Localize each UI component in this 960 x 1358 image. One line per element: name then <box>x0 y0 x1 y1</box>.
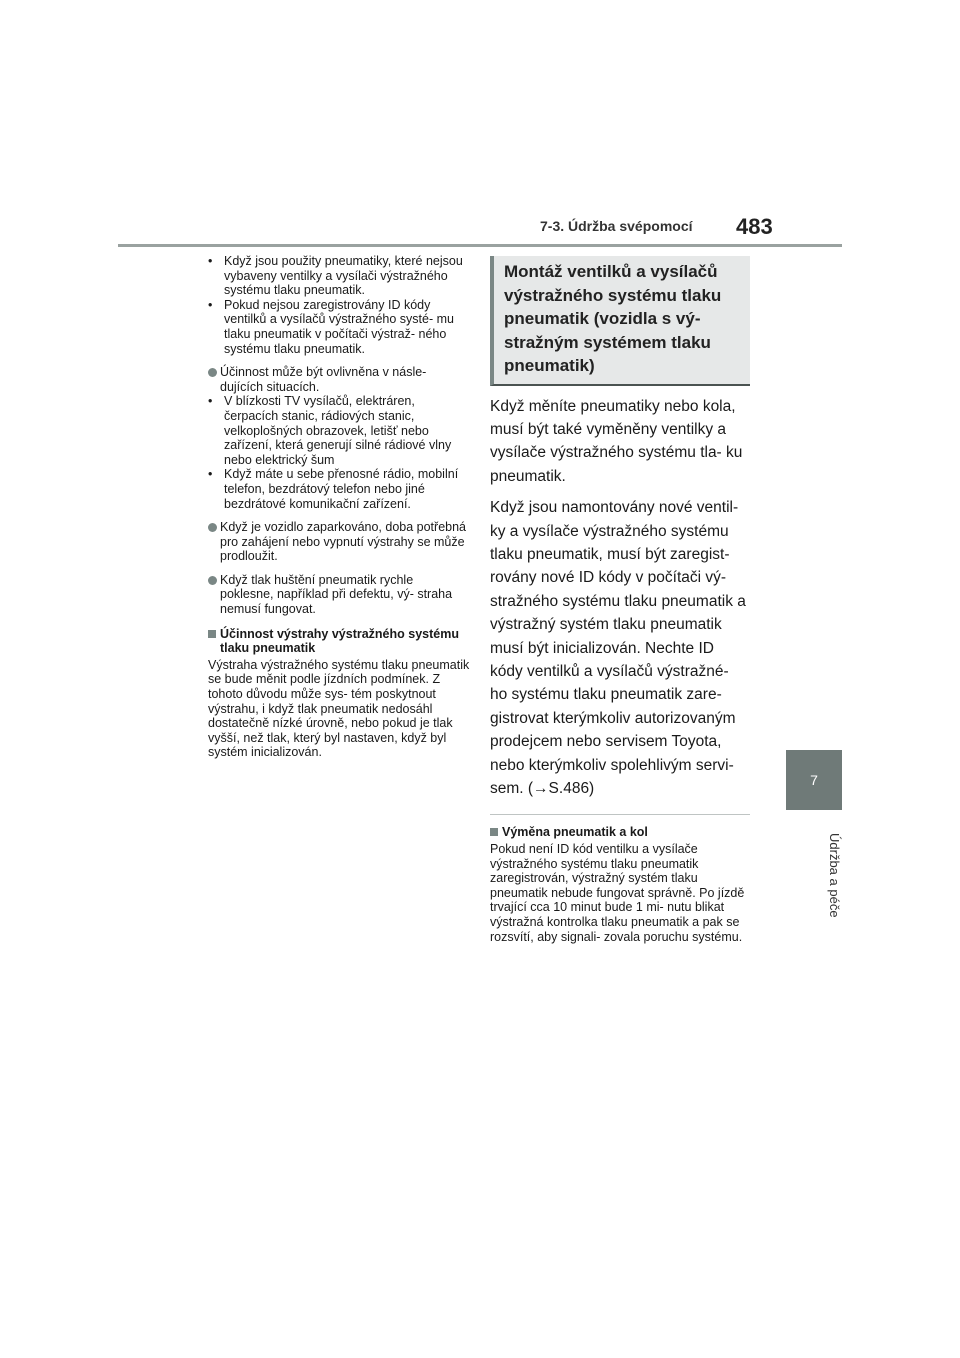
right-column <box>490 256 750 944</box>
chapter-label: Údržba a péče <box>827 832 842 918</box>
header-rule <box>118 244 842 247</box>
dot-item-text: Když je vozidlo zaparkováno, doba potřebná pro zahájení nebo vypnutí výstrahy se může prodloužit. <box>220 520 466 564</box>
header-section: 7-3. Údržba svépomocí <box>540 218 693 234</box>
chapter-tab: 7 <box>786 750 842 810</box>
circle-bullet-icon <box>208 576 217 585</box>
left-column <box>208 254 470 760</box>
divider <box>490 814 750 815</box>
circle-bullet-icon <box>208 523 217 532</box>
list-item-text: Pokud nejsou zaregistrovány ID kódy ventilků a vysílačů výstražného systé- mu tlaku pneumatik v počítači výstraž- ného systému tlaku pneumatik. <box>224 297 454 356</box>
square-bullet-icon <box>208 630 216 638</box>
section-heading-text: Účinnost výstrahy výstražného systému tlaku pneumatik <box>220 626 459 656</box>
bullet-icon: • <box>208 254 213 268</box>
body-paragraph: Když jsou namontovány nové ventil- ky a vysílače výstražného systému tlaku pneumatik, musí být zaregist- rovány nové ID kódy v počítači vý- stražného systému tlaku pneumatik a výstražný systém tlaku pneumatik musí být inicializován. Nechte ID kódy ventilků a vysílačů výstražné- ho systému tlaku pneumatik zare- gistrovat kterýmkoliv autorizovaným prodejcem nebo servisem Toyota, nebo kterýmkoliv spolehlivým servi- sem. (→S.486) <box>490 499 746 797</box>
section-title-box: Montáž ventilků a vysílačů výstražného systému tlaku pneumatik (vozidla s vý- stražným systémem tlaku pneumatik) <box>490 256 750 386</box>
body-paragraph: Když měníte pneumatiky nebo kola, musí být také vyměněny ventilky a vysílače výstražného systému tla- ku pneumatik. <box>490 397 743 485</box>
dot-item-text: Účinnost může být ovlivněna v násle- dujících situacích. <box>220 365 427 394</box>
square-bullet-icon <box>490 828 498 836</box>
bullet-icon: • <box>208 297 213 312</box>
subsection <box>490 825 750 944</box>
list-item <box>208 394 470 467</box>
list-item <box>208 467 470 511</box>
section-paragraph: Výstraha výstražného systému tlaku pneumatik se bude měnit podle jízdních podmínek. Z tohoto důvodu může sys- tém poskytnout výstrahu, i když tlak pneumatik nedosáhl dostatečně nízké úrovně, nebo pokud je tlak vyšší, než tlak, který byl nastaven, když byl systém inicializován. <box>208 657 470 760</box>
subsection-heading-text: Výměna pneumatik a kol <box>502 825 648 840</box>
dot-item <box>208 365 470 394</box>
dot-item <box>208 573 470 617</box>
subsection-heading <box>490 825 750 840</box>
list-item-text: Když jsou použity pneumatiky, které nejsou vybaveny ventilky a vysílači výstražného systému tlaku pneumatik. <box>224 254 463 298</box>
list-item <box>208 254 470 298</box>
list-item <box>208 298 470 356</box>
section-heading <box>208 627 470 656</box>
bullet-icon: • <box>208 394 213 409</box>
page-number: 483 <box>736 214 773 239</box>
dot-item-text: Když tlak huštění pneumatik rychle poklesne, například při defektu, vý- straha nemusí fungovat. <box>220 572 453 617</box>
dot-item <box>208 520 470 564</box>
right-body <box>490 395 750 801</box>
circle-bullet-icon <box>208 368 217 377</box>
bullet-icon: • <box>208 467 213 482</box>
list-item-text: Když máte u sebe přenosné rádio, mobilní telefon, bezdrátový telefon nebo jiné bezdrátové komunikační zařízení. <box>224 467 459 511</box>
list-item-text: V blízkosti TV vysílačů, elektráren, čerpacích stanic, rádiových stanic, velkoplošných obrazovek, letišť nebo zařízení, která generují silné rádiové vlny nebo elektrický šum <box>224 394 452 467</box>
subsection-paragraph: Pokud není ID kód ventilku a vysílače výstražného systému tlaku pneumatik zaregistrován, výstražný systém tlaku pneumatik nebude fungovat správně. Po jízdě trvající cca 10 minut bude 1 mi- nutu blikat výstražná kontrolka tlaku pneumatik a pak se rozsvítí, aby signali- zovala poruchu systému. <box>490 842 745 944</box>
